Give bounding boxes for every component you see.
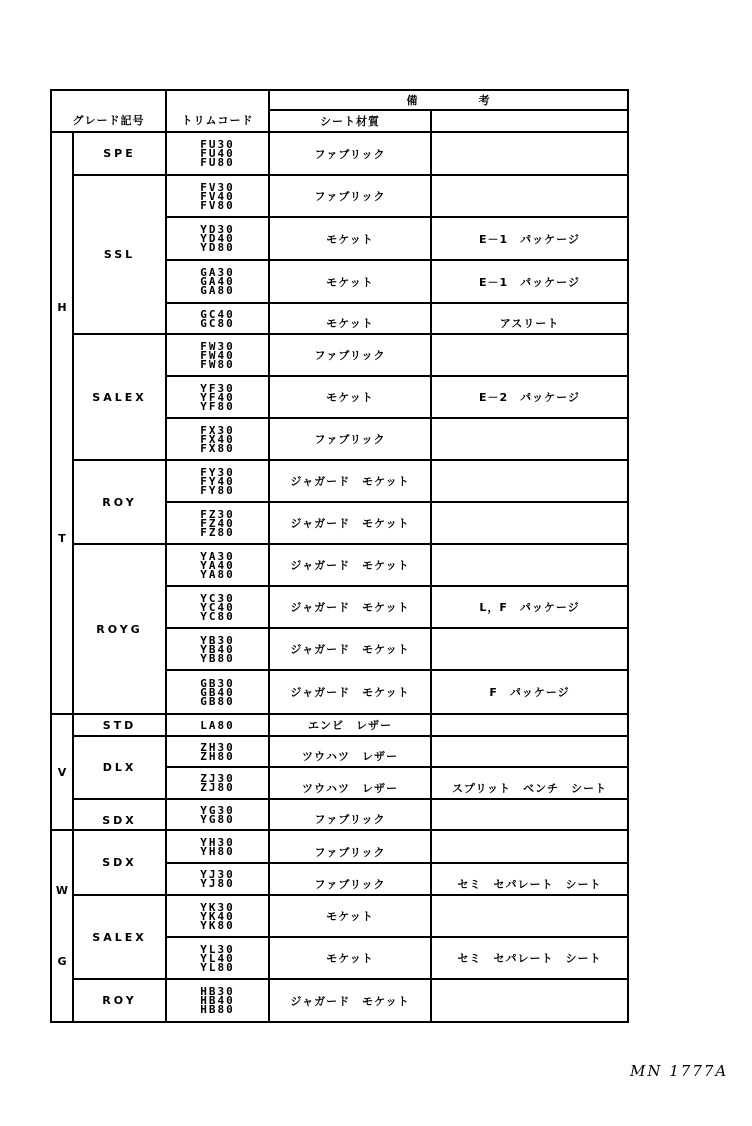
table-row [51, 830, 628, 863]
trim-cell: FU30 FU40 FU80 [166, 132, 269, 175]
seat-material-cell: エンビ レザー [269, 714, 431, 736]
table-row [51, 799, 628, 830]
note-cell [431, 132, 628, 175]
table-row [51, 544, 628, 586]
note-cell [431, 628, 628, 670]
header-remarks: 備 考 [269, 90, 628, 110]
note-cell [431, 175, 628, 217]
trim-cell: ZJ30 ZJ80 [166, 767, 269, 799]
trim-cell: FV30 FV40 FV80 [166, 175, 269, 217]
note-cell [431, 502, 628, 544]
group-letter: W [55, 884, 69, 897]
note-cell [431, 895, 628, 937]
header-seat-material: シート材質 [269, 110, 431, 132]
note-cell [431, 979, 628, 1022]
note-cell: E－1 パッケージ [431, 260, 628, 303]
grade-cell: DLX [73, 736, 166, 799]
trim-code-table [50, 89, 629, 1023]
header-grade-code: グレード記号 [51, 90, 166, 132]
note-cell [431, 460, 628, 502]
grade-cell: SALEX [73, 334, 166, 460]
group-letter: V [57, 765, 67, 779]
table-row [51, 736, 628, 767]
trim-cell: GC40 GC80 [166, 303, 269, 334]
seat-material-cell: ツウハツ レザー [269, 736, 431, 767]
note-cell: セミ セパレート シート [431, 863, 628, 895]
table-row [51, 979, 628, 1022]
note-cell: E－2 パッケージ [431, 376, 628, 418]
trim-cell: YK30 YK40 YK80 [166, 895, 269, 937]
note-cell [431, 736, 628, 767]
grade-cell: ROYG [73, 544, 166, 714]
seat-material-cell: ファブリック [269, 175, 431, 217]
note-cell [431, 418, 628, 460]
note-cell: セミ セパレート シート [431, 937, 628, 979]
seat-material-cell: モケット [269, 937, 431, 979]
group-cell-wg [51, 830, 73, 1022]
seat-material-cell: ファブリック [269, 863, 431, 895]
grade-cell: ROY [73, 460, 166, 544]
trim-cell: YF30 YF40 YF80 [166, 376, 269, 418]
note-cell [431, 334, 628, 376]
header-remarks-blank [431, 110, 628, 132]
seat-material-cell: ツウハツ レザー [269, 767, 431, 799]
note-cell: E－1 パッケージ [431, 217, 628, 260]
seat-material-cell: ジャガード モケット [269, 460, 431, 502]
trim-cell: HB30 HB40 HB80 [166, 979, 269, 1022]
note-cell [431, 544, 628, 586]
seat-material-cell: ファブリック [269, 830, 431, 863]
seat-material-cell: ジャガード モケット [269, 502, 431, 544]
seat-material-cell: モケット [269, 217, 431, 260]
header-trim-code: トリムコード [166, 90, 269, 132]
trim-cell: YA30 YA40 YA80 [166, 544, 269, 586]
seat-material-cell: ジャガード モケット [269, 670, 431, 714]
group-cell-ht [51, 132, 73, 714]
table-row [51, 714, 628, 736]
seat-material-cell: モケット [269, 895, 431, 937]
trim-cell: YC30 YC40 YC80 [166, 586, 269, 628]
trim-cell: YL30 YL40 YL80 [166, 937, 269, 979]
grade-cell: STD [73, 714, 166, 736]
trim-cell: GB30 GB40 GB80 [166, 670, 269, 714]
note-cell: スプリット ベンチ シート [431, 767, 628, 799]
document-id: MN 1777A [630, 1062, 729, 1080]
trim-cell: YG30 YG80 [166, 799, 269, 830]
table-row [51, 334, 628, 376]
grade-cell: SALEX [73, 895, 166, 979]
seat-material-cell: ファブリック [269, 132, 431, 175]
group-letter: G [57, 955, 67, 968]
note-cell: F パッケージ [431, 670, 628, 714]
group-cell-v [51, 714, 73, 830]
group-letter: H [57, 301, 67, 314]
seat-material-cell: ファブリック [269, 799, 431, 830]
grade-cell: SDX [73, 830, 166, 895]
seat-material-cell: モケット [269, 303, 431, 334]
table-row [51, 132, 628, 175]
seat-material-cell: モケット [269, 376, 431, 418]
note-cell: L，F パッケージ [431, 586, 628, 628]
seat-material-cell: ジャガード モケット [269, 979, 431, 1022]
trim-cell: FZ30 FZ40 FZ80 [166, 502, 269, 544]
seat-material-cell: ファブリック [269, 334, 431, 376]
table-row [51, 460, 628, 502]
trim-cell: FW30 FW40 FW80 [166, 334, 269, 376]
note-cell: アスリート [431, 303, 628, 334]
trim-cell: GA30 GA40 GA80 [166, 260, 269, 303]
trim-cell: YH30 YH80 [166, 830, 269, 863]
grade-cell: SPE [73, 132, 166, 175]
grade-cell: SDX [73, 799, 166, 830]
seat-material-cell: ジャガード モケット [269, 628, 431, 670]
trim-cell: FY30 FY40 FY80 [166, 460, 269, 502]
table-row [51, 175, 628, 217]
table-row [51, 895, 628, 937]
seat-material-cell: ジャガード モケット [269, 544, 431, 586]
grade-cell: SSL [73, 175, 166, 334]
grade-cell: ROY [73, 979, 166, 1022]
note-cell [431, 830, 628, 863]
trim-cell: YB30 YB40 YB80 [166, 628, 269, 670]
trim-cell: ZH30 ZH80 [166, 736, 269, 767]
seat-material-cell: ファブリック [269, 418, 431, 460]
trim-cell: YJ30 YJ80 [166, 863, 269, 895]
note-cell [431, 714, 628, 736]
seat-material-cell: モケット [269, 260, 431, 303]
trim-cell: FX30 FX40 FX80 [166, 418, 269, 460]
trim-cell: YD30 YD40 YD80 [166, 217, 269, 260]
seat-material-cell: ジャガード モケット [269, 586, 431, 628]
group-letter: T [58, 532, 66, 545]
trim-cell: LA80 [166, 714, 269, 736]
note-cell [431, 799, 628, 830]
